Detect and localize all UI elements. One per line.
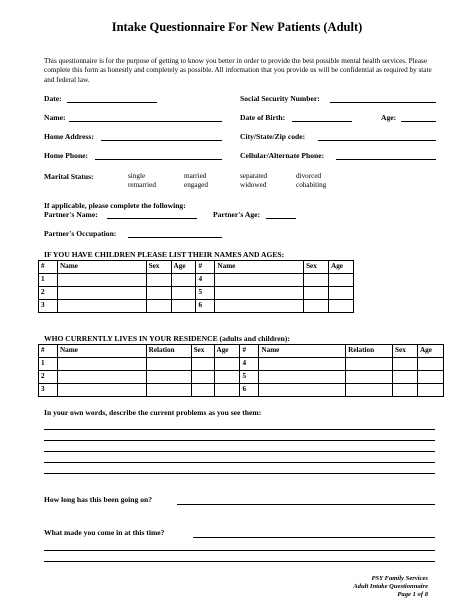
resident-age-cell[interactable] bbox=[214, 358, 240, 371]
problems-answer-line[interactable] bbox=[44, 462, 435, 463]
children-col-sex-2: Sex bbox=[304, 261, 329, 274]
child-sex-cell[interactable] bbox=[304, 300, 329, 313]
cell-phone-label: Cellular/Alternate Phone: bbox=[240, 151, 325, 160]
marital-option-single[interactable]: single bbox=[128, 172, 146, 180]
residence-col-age-2: Age bbox=[417, 345, 443, 358]
children-col-number: # bbox=[39, 261, 58, 274]
resident-sex-cell[interactable] bbox=[191, 358, 214, 371]
resident-relation-cell[interactable] bbox=[346, 384, 393, 397]
children-col-age: Age bbox=[171, 261, 196, 274]
child-name-cell[interactable] bbox=[57, 287, 146, 300]
resident-relation-cell[interactable] bbox=[146, 384, 191, 397]
resident-sex-cell[interactable] bbox=[191, 384, 214, 397]
footer bbox=[353, 575, 428, 600]
resident-sex-cell[interactable] bbox=[393, 358, 418, 371]
residence-col-relation: Relation bbox=[146, 345, 191, 358]
resident-age-cell[interactable] bbox=[417, 358, 443, 371]
child-age-cell[interactable] bbox=[329, 287, 354, 300]
table-row bbox=[39, 371, 444, 384]
row-number: 4 bbox=[196, 274, 215, 287]
marital-option-widowed[interactable]: widowed bbox=[240, 181, 267, 189]
resident-name-cell[interactable] bbox=[259, 384, 346, 397]
table-row bbox=[39, 287, 354, 300]
resident-age-cell[interactable] bbox=[214, 371, 240, 384]
home-address-field[interactable] bbox=[101, 140, 222, 141]
child-sex-cell[interactable] bbox=[146, 300, 171, 313]
residence-heading: WHO CURRENTLY LIVES IN YOUR RESIDENCE (adults and children): bbox=[44, 334, 290, 343]
children-col-name: Name bbox=[57, 261, 146, 274]
marital-status-label: Marital Status: bbox=[44, 172, 94, 181]
row-number: 5 bbox=[240, 371, 259, 384]
child-sex-cell[interactable] bbox=[304, 274, 329, 287]
how-long-question: How long has this been going on? bbox=[44, 495, 153, 504]
row-number: 2 bbox=[39, 287, 58, 300]
residence-col-name: Name bbox=[57, 345, 146, 358]
problems-answer-line[interactable] bbox=[44, 429, 435, 430]
residence-col-number-2: # bbox=[240, 345, 259, 358]
resident-sex-cell[interactable] bbox=[393, 371, 418, 384]
row-number: 3 bbox=[39, 300, 58, 313]
child-age-cell[interactable] bbox=[171, 274, 196, 287]
row-number: 2 bbox=[39, 371, 58, 384]
residence-col-sex: Sex bbox=[191, 345, 214, 358]
footer-page-number: Page 1 of 8 bbox=[397, 591, 428, 599]
what-made-answer-line[interactable] bbox=[44, 550, 435, 551]
ssn-label: Social Security Number: bbox=[240, 94, 320, 103]
intro-paragraph: This questionnaire is for the purpose of getting to know you better in order to provide the best possible mental health services. Please complete this form as honestly and completely as possible. All information that you provide us will be confidential as required by state and federal law. bbox=[44, 57, 432, 84]
how-long-answer-line[interactable] bbox=[177, 504, 435, 505]
partner-heading: If applicable, please complete the following: bbox=[44, 201, 186, 210]
problems-question: In your own words, describe the current problems as you see them: bbox=[44, 408, 262, 417]
row-number: 1 bbox=[39, 274, 58, 287]
residence-col-number: # bbox=[39, 345, 58, 358]
children-col-number-2: # bbox=[196, 261, 215, 274]
residence-col-sex-2: Sex bbox=[393, 345, 418, 358]
resident-name-cell[interactable] bbox=[259, 358, 346, 371]
row-number: 6 bbox=[196, 300, 215, 313]
children-col-sex: Sex bbox=[146, 261, 171, 274]
partner-occupation-label: Partner's Occupation: bbox=[44, 229, 117, 238]
children-heading: IF YOU HAVE CHILDREN PLEASE LIST THEIR NAMES AND AGES: bbox=[44, 250, 285, 259]
dob-field[interactable] bbox=[292, 121, 352, 122]
problems-answer-line[interactable] bbox=[44, 440, 435, 441]
children-table-header bbox=[39, 261, 354, 274]
date-field[interactable] bbox=[67, 102, 157, 103]
resident-name-cell[interactable] bbox=[57, 371, 146, 384]
row-number: 5 bbox=[196, 287, 215, 300]
children-table bbox=[38, 260, 354, 313]
footer-form-name: Adult Intake Questionnaire bbox=[353, 583, 428, 591]
city-state-zip-label: City/State/Zip code: bbox=[240, 132, 306, 141]
residence-col-relation-2: Relation bbox=[346, 345, 393, 358]
child-sex-cell[interactable] bbox=[304, 287, 329, 300]
partner-name-field[interactable] bbox=[107, 218, 197, 219]
problems-answer-line[interactable] bbox=[44, 473, 435, 474]
partner-age-field[interactable] bbox=[266, 218, 296, 219]
child-age-cell[interactable] bbox=[171, 287, 196, 300]
table-row bbox=[39, 384, 444, 397]
home-phone-label: Home Phone: bbox=[44, 151, 89, 160]
ssn-field[interactable] bbox=[330, 102, 436, 103]
footer-org: PSY Family Services bbox=[371, 575, 428, 582]
resident-name-cell[interactable] bbox=[57, 358, 146, 371]
children-col-name-2: Name bbox=[215, 261, 304, 274]
child-sex-cell[interactable] bbox=[146, 287, 171, 300]
marital-option-married[interactable]: married bbox=[184, 172, 207, 180]
child-name-cell[interactable] bbox=[215, 287, 304, 300]
what-made-answer-line[interactable] bbox=[193, 537, 435, 538]
child-name-cell[interactable] bbox=[57, 274, 146, 287]
resident-sex-cell[interactable] bbox=[393, 384, 418, 397]
marital-option-cohabiting[interactable]: cohabiting bbox=[296, 181, 327, 189]
marital-option-divorced[interactable]: divorced bbox=[296, 172, 322, 180]
resident-sex-cell[interactable] bbox=[191, 371, 214, 384]
row-number: 6 bbox=[240, 384, 259, 397]
table-row bbox=[39, 358, 444, 371]
home-address-label: Home Address: bbox=[44, 132, 94, 141]
resident-age-cell[interactable] bbox=[214, 384, 240, 397]
child-sex-cell[interactable] bbox=[146, 274, 171, 287]
child-age-cell[interactable] bbox=[329, 300, 354, 313]
marital-option-separated[interactable]: separated bbox=[240, 172, 268, 180]
resident-name-cell[interactable] bbox=[57, 384, 146, 397]
name-label: Name: bbox=[44, 113, 66, 122]
city-state-zip-field[interactable] bbox=[318, 140, 436, 141]
resident-relation-cell[interactable] bbox=[146, 371, 191, 384]
row-number: 3 bbox=[39, 384, 58, 397]
marital-option-engaged[interactable]: engaged bbox=[184, 181, 208, 189]
date-label: Date: bbox=[44, 94, 62, 103]
table-row bbox=[39, 300, 354, 313]
page-title: Intake Questionnaire For New Patients (Adult) bbox=[111, 20, 363, 34]
home-phone-field[interactable] bbox=[95, 159, 222, 160]
resident-name-cell[interactable] bbox=[259, 371, 346, 384]
partner-name-label: Partner's Name: bbox=[44, 210, 98, 219]
child-age-cell[interactable] bbox=[171, 300, 196, 313]
child-name-cell[interactable] bbox=[215, 300, 304, 313]
marital-option-remarried[interactable]: remarried bbox=[128, 181, 156, 189]
row-number: 4 bbox=[240, 358, 259, 371]
problems-answer-line[interactable] bbox=[44, 451, 435, 452]
row-number: 1 bbox=[39, 358, 58, 371]
residence-col-age: Age bbox=[214, 345, 240, 358]
partner-age-label: Partner's Age: bbox=[213, 210, 261, 219]
table-row bbox=[39, 274, 354, 287]
what-made-question: What made you come in at this time? bbox=[44, 528, 165, 537]
resident-relation-cell[interactable] bbox=[346, 358, 393, 371]
resident-age-cell[interactable] bbox=[417, 384, 443, 397]
what-made-answer-line[interactable] bbox=[44, 561, 435, 562]
age-label: Age: bbox=[381, 113, 397, 122]
residence-table bbox=[38, 344, 444, 397]
residence-table-header bbox=[39, 345, 444, 358]
child-name-cell[interactable] bbox=[57, 300, 146, 313]
resident-relation-cell[interactable] bbox=[146, 358, 191, 371]
residence-col-name-2: Name bbox=[259, 345, 346, 358]
partner-occupation-field[interactable] bbox=[128, 237, 222, 238]
children-col-age-2: Age bbox=[329, 261, 354, 274]
cell-phone-field[interactable] bbox=[336, 159, 436, 160]
name-field[interactable] bbox=[69, 121, 222, 122]
resident-relation-cell[interactable] bbox=[346, 371, 393, 384]
child-age-cell[interactable] bbox=[329, 274, 354, 287]
dob-label: Date of Birth: bbox=[240, 113, 286, 122]
child-name-cell[interactable] bbox=[215, 274, 304, 287]
resident-age-cell[interactable] bbox=[417, 371, 443, 384]
age-field[interactable] bbox=[401, 121, 436, 122]
